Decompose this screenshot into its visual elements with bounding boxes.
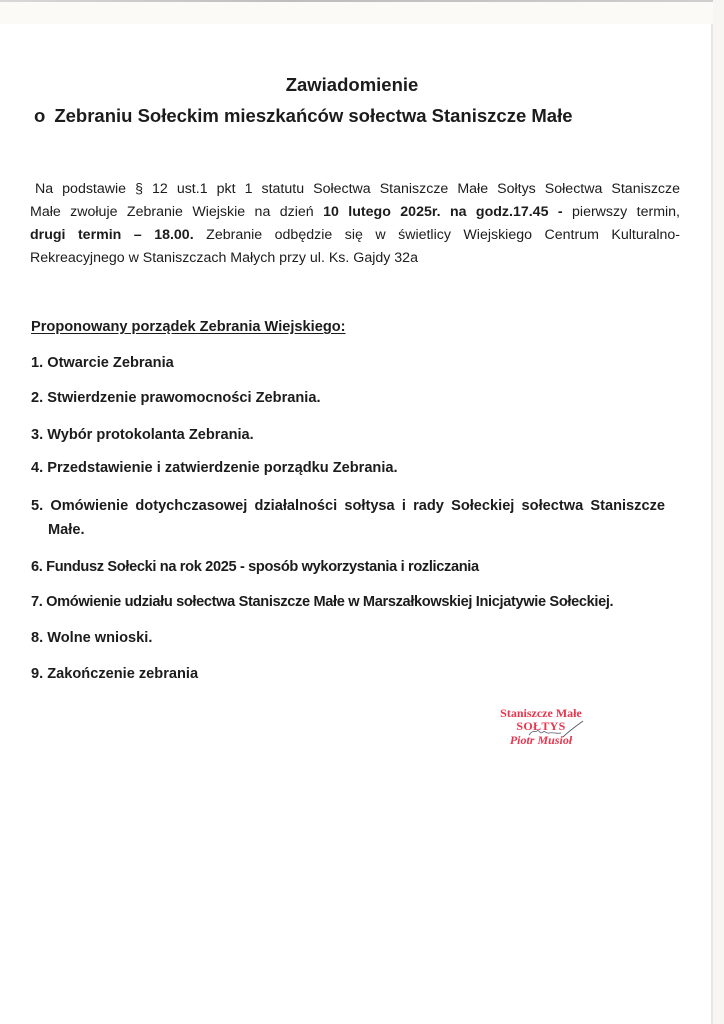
agenda-item-8: 8. Wolne wnioski. — [31, 630, 153, 646]
meeting-date-time: 10 lutego 2025r. na godz.17.45 - — [323, 204, 563, 220]
scan-right-margin — [713, 0, 724, 1024]
stamp-village: Staniszcze Małe — [500, 706, 582, 720]
agenda-item-7: 7. Omówienie udziału sołectwa Staniszcze Małe w Marszałkowskiej Inicjatywie Sołeckiej. — [31, 594, 614, 610]
scan-right-edge — [711, 24, 713, 1024]
subtitle-text: Zebraniu Sołeckim mieszkańców sołectwa Staniszcze Małe — [54, 105, 573, 126]
paragraph-line-4: Rekreacyjnego w Staniszczach Małych przy ul. Ks. Gajdy 32a — [30, 250, 418, 266]
agenda-header: Proponowany porządek Zebrania Wiejskiego: — [31, 319, 346, 335]
stamp-name: Piotr Musioł — [509, 733, 573, 747]
agenda-item-4: 4. Przedstawienie i zatwierdzenie porządku Zebrania. — [31, 460, 398, 476]
paragraph-line-1: Na podstawie § 12 ust.1 pkt 1 statutu Sołectwa Staniszcze Małe Sołtys Sołectwa Staniszcze — [35, 181, 680, 197]
agenda-item-2: 2. Stwierdzenie prawomocności Zebrania. — [31, 390, 321, 406]
paragraph-text: Zebranie odbędzie się w świetlicy Wiejskiego Centrum Kulturalno- — [193, 227, 681, 243]
subtitle-prefix: o — [34, 105, 46, 126]
paragraph-text: Małe zwołuje Zebranie Wiejskie na dzień — [30, 204, 324, 220]
agenda-item-5 — [31, 494, 665, 542]
signature-icon — [527, 719, 587, 741]
agenda-item-5-line-2: Małe. — [48, 522, 85, 538]
announcement-paragraph — [30, 178, 680, 270]
paragraph-line-2 — [30, 201, 680, 224]
stamp-role: SOŁTYS — [516, 719, 566, 733]
agenda-item-9: 9. Zakończenie zebrania — [31, 666, 199, 682]
second-term: drugi termin – 18.00. — [30, 227, 194, 243]
paragraph-line-3 — [30, 224, 680, 247]
document-title: Zawiadomienie — [285, 74, 419, 95]
agenda-item-3: 3. Wybór protokolanta Zebrania. — [31, 427, 254, 443]
first-term-label: pierwszy termin, — [562, 204, 680, 220]
agenda-item-6: 6. Fundusz Sołecki na rok 2025 - sposób wykorzystania i rozliczania — [31, 559, 479, 575]
document-subtitle — [34, 105, 573, 127]
agenda-item-1: 1. Otwarcie Zebrania — [31, 355, 174, 371]
agenda-item-5-line-1: 5. Omówienie dotychczasowej działalności sołtysa i rady Sołeckiej sołectwa Staniszcze — [31, 498, 665, 514]
